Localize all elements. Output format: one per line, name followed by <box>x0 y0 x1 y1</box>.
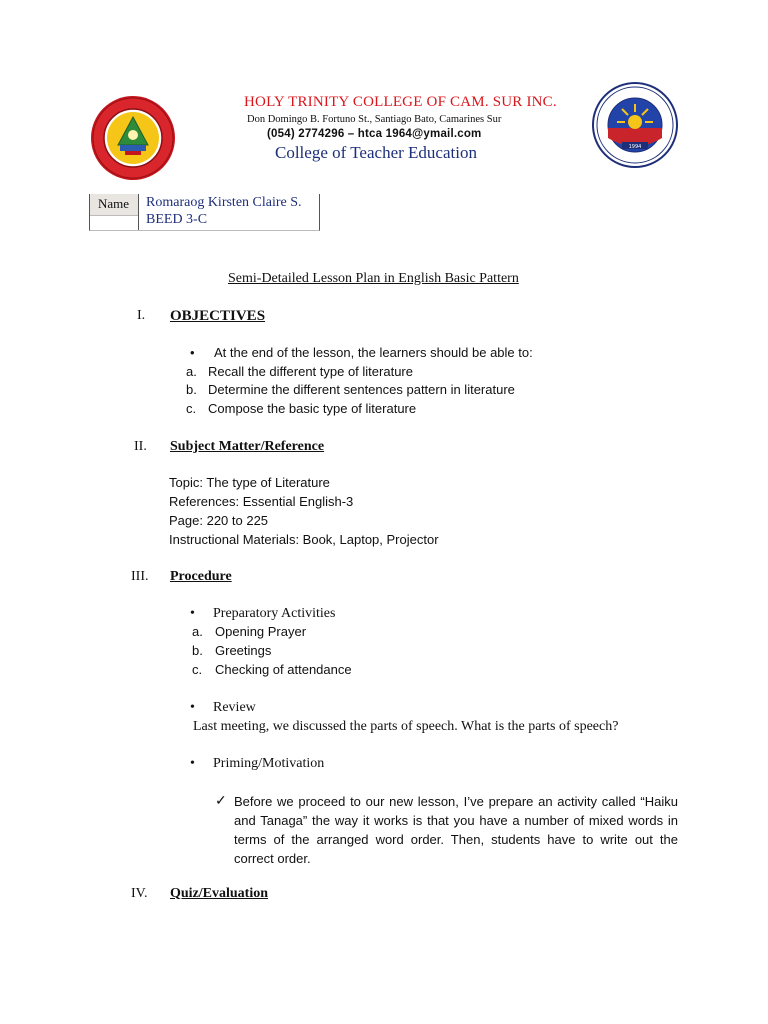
bullet-icon: • <box>190 756 195 771</box>
subject-matter-heading: Subject Matter/Reference <box>170 439 325 454</box>
section-numeral-subject: II. <box>134 439 147 454</box>
college-contact: (054) 2774296 – htca 1964@ymail.com <box>267 128 482 140</box>
preparatory-item: Checking of attendance <box>215 662 352 677</box>
review-text: Last meeting, we discussed the parts of speech. What is the parts of speech? <box>193 719 619 734</box>
preparatory-activities-label: Preparatory Activities <box>213 606 336 621</box>
review-label: Review <box>213 700 256 715</box>
subject-line: References: Essential English-3 <box>169 494 354 509</box>
list-letter: a. <box>186 364 197 379</box>
section-numeral-quiz: IV. <box>131 886 148 901</box>
bullet-icon: • <box>190 606 195 621</box>
subject-line: Instructional Materials: Book, Laptop, Projector <box>169 532 439 547</box>
section-numeral-objectives: I. <box>137 308 146 323</box>
preparatory-item: Greetings <box>215 643 272 658</box>
procedure-heading: Procedure <box>170 569 232 584</box>
student-section: BEED 3-C <box>146 212 208 227</box>
section-numeral-procedure: III. <box>131 569 149 584</box>
bullet-icon: • <box>190 345 195 360</box>
objectives-heading: OBJECTIVES <box>170 308 266 324</box>
objectives-intro: At the end of the lesson, the learners should be able to: <box>214 345 533 360</box>
student-name: Romaraog Kirsten Claire S. <box>146 195 302 210</box>
college-name: HOLY TRINITY COLLEGE OF CAM. SUR INC. <box>244 94 557 110</box>
priming-text: Before we proceed to our new lesson, I’ve prepare an activity called “Haiku and Tanaga” the way it works is that you have a number of mixed words in terms of the arranged word order. Then, students have to write out the correct order. <box>234 794 678 866</box>
name-label: Name <box>98 196 130 211</box>
list-letter: b. <box>192 643 203 658</box>
list-letter: a. <box>192 624 203 639</box>
objective-item: Determine the different sentences pattern in literature <box>208 382 515 397</box>
name-table <box>89 194 320 231</box>
list-letter: b. <box>186 382 197 397</box>
bullet-icon: • <box>190 700 195 715</box>
college-seal-logo <box>90 95 176 181</box>
preparatory-item: Opening Prayer <box>215 624 307 639</box>
priming-motivation-label: Priming/Motivation <box>213 756 325 771</box>
list-letter: c. <box>186 401 197 416</box>
lesson-plan-title: Semi-Detailed Lesson Plan in English Basic Pattern <box>228 271 519 286</box>
checkmark-icon: ✓ <box>215 792 227 808</box>
list-letter: c. <box>192 662 203 677</box>
svg-text:1994: 1994 <box>628 144 642 150</box>
subject-line: Page: 220 to 225 <box>169 513 269 528</box>
ched-seal-logo <box>592 82 678 168</box>
college-address: Don Domingo B. Fortuno St., Santiago Bato, Camarines Sur <box>247 114 502 125</box>
quiz-evaluation-heading: Quiz/Evaluation <box>170 886 269 901</box>
objective-item: Compose the basic type of literature <box>208 401 417 416</box>
department-name: College of Teacher Education <box>275 143 477 162</box>
subject-line: Topic: The type of Literature <box>169 475 330 490</box>
objective-item: Recall the different type of literature <box>208 364 413 379</box>
